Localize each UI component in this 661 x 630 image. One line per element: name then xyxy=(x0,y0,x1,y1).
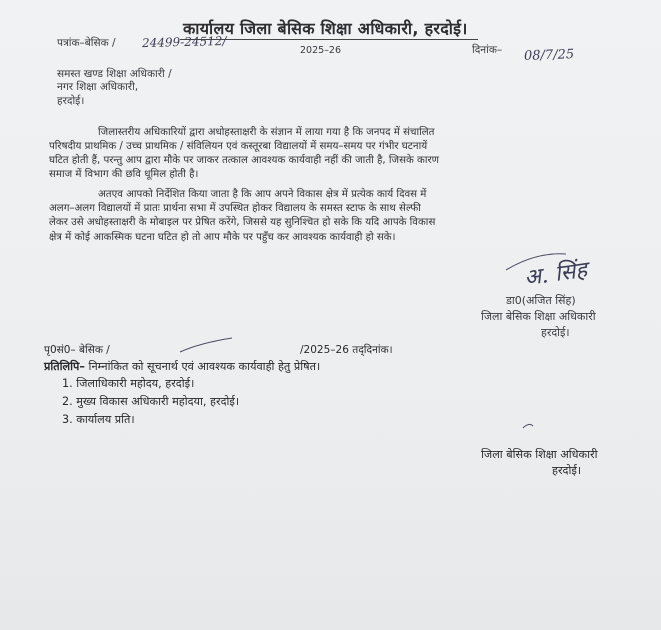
copy-heading-rest: निम्नांकित को सूचनार्थ एवं आवश्यक कार्यवाही हेतु प्रेषित। xyxy=(84,360,321,373)
dinank-label: दिनांक– xyxy=(472,44,503,56)
para1-line-4: समाज में विभाग की छवि धूमिल होती है। xyxy=(49,169,199,180)
copy-item-1: 1. जिलाधिकारी महोदय, हरदोई। xyxy=(62,377,195,390)
para1-line-3: घटित होती हैं, परन्तु आप द्वारा मौके पर जाकर तत्काल आवश्यक कार्यवाही नहीं की जाती है, जिसके कारण xyxy=(49,155,440,166)
para2-line-3: लेकर उसे अधोहस्ताक्षरी के मोबाइल पर प्रेषित करेंगे, जिससे यह सुनिश्चित हो सके कि यदि आपके विकास xyxy=(49,217,436,228)
para1-line-2: परिषदीय प्राथमिक / उच्च प्राथमिक / संविलियन एवं कस्तूरबा विद्यालयों में समय–समय पर गंभीर घटनायें xyxy=(49,141,428,152)
para2-line-4: क्षेत्र में कोई आकस्मिक घटना घटित हो तो आप मौके पर पहुँच कर आवश्यक कार्यवाही हो सके। xyxy=(49,232,396,243)
copy-item-2: 2. मुख्य विकास अधिकारी महोदया, हरदोई। xyxy=(62,395,240,408)
footer-designation: जिला बेसिक शिक्षा अधिकारी xyxy=(481,448,598,461)
signatory-place: हरदोई। xyxy=(541,326,570,339)
addressee-line-3: हरदोई। xyxy=(57,95,85,107)
addressee-line-1: समस्त खण्ड शिक्षा अधिकारी / xyxy=(57,68,172,80)
footer-place: हरदोई। xyxy=(552,464,582,477)
para2-line-2: अलग–अलग विद्यालयों में प्रातः प्रार्थना सभा में उपस्थित होकर विद्यालय के समस्त स्टाफ के साथ सेल्फी xyxy=(49,203,421,214)
patrank-handwritten: 24499-24512/ xyxy=(141,33,227,51)
pu-session-date: /2025–26 तद्‌दिनांक। xyxy=(300,344,393,356)
copy-heading-bold: प्रतिलिपि– xyxy=(44,360,85,373)
signatory-designation: जिला बेसिक शिक्षा अधिकारी xyxy=(481,310,596,323)
copy-heading xyxy=(44,359,320,374)
copy-item-3: 3. कार्यालय प्रति। xyxy=(62,413,135,426)
signatory-name: डा0(अजित सिंह) xyxy=(506,294,576,307)
pu-label: पृ0सं0– बेसिक / xyxy=(44,344,110,356)
dinank-handwritten: 08/7/25 xyxy=(523,47,575,64)
para2-line-1: अतएव आपको निर्देशित किया जाता है कि आप अपने विकास क्षेत्र में प्रत्येक कार्य दिवस में xyxy=(98,189,427,200)
patrank-session: 2025–26 xyxy=(300,45,342,56)
pen-mark-tick xyxy=(523,424,533,428)
addressee-line-2: नगर शिक्षा अधिकारी, xyxy=(57,81,139,93)
patrank-label: पत्रांक–बेसिक / xyxy=(57,37,116,49)
handwritten-signature: अ. सिंह xyxy=(522,257,589,292)
office-title: कार्यालय जिला बेसिक शिक्षा अधिकारी, हरदोई। xyxy=(183,19,468,38)
para1-line-1: जिलास्तरीय अधिकारियों द्वारा अधोहस्ताक्षरी के संज्ञान में लाया गया है कि जनपद में संचालित xyxy=(98,127,435,138)
pen-mark-pu-number xyxy=(180,338,232,352)
